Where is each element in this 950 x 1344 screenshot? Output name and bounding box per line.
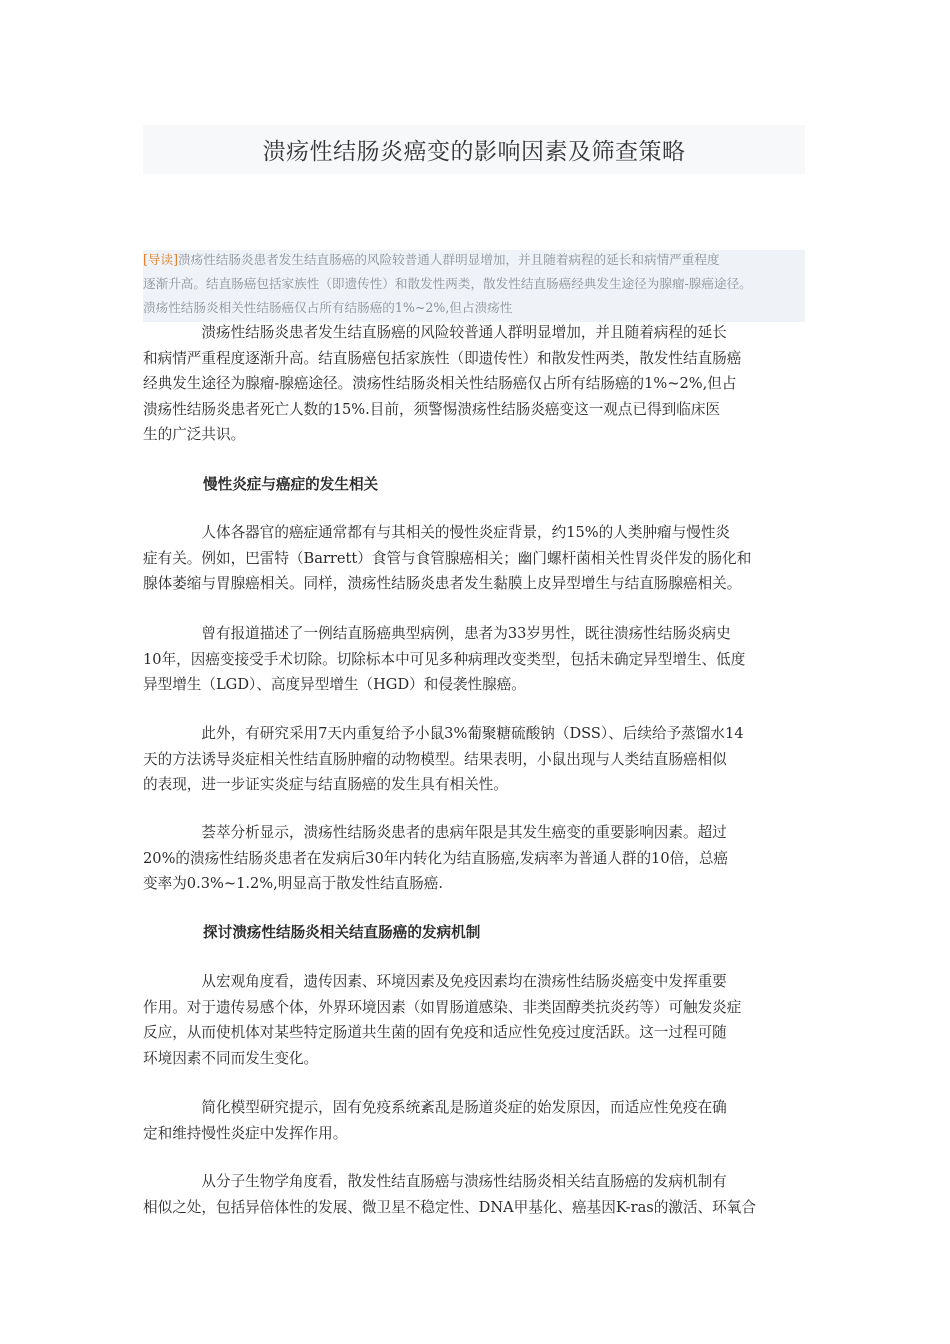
paragraph: 人体各器官的癌症通常都有与其相关的慢性炎症背景，约15%的人类肿瘤与慢性炎 症有关。例如，巴雷特（Barrett）食管与食管腺癌相关；幽门螺杆菌相关性胃炎伴发的肠化和 腺体萎缩与胃腺癌相关。同样，溃疡性结肠炎患者发生黏膜上皮异型增生与结直肠腺癌相关。	[143, 524, 752, 592]
title-box	[143, 125, 805, 174]
paragraph: 从分子生物学角度看，散发性结直肠癌与溃疡性结肠炎相关结直肠癌的发病机制有 相似之处，包括异倍体性的发展、微卫星不稳定性、DNA甲基化、癌基因K-ras的激活、环氧合	[143, 1173, 756, 1216]
paragraph: 此外，有研究采用7天内重复给予小鼠3%葡聚糖硫酸钠（DSS）、后续给予蒸馏水14 天的方法诱导炎症相关性结直肠肿瘤的动物模型。结果表明，小鼠出现与人类结直肠癌相似 的表现，进一步证实炎症与结直肠癌的发生具有相关性。	[143, 725, 744, 793]
lead-line: 溃疡性结肠炎相关性结肠癌仅占所有结肠癌的1%~2%,但占溃疡性	[143, 300, 513, 315]
lead-line: 逐渐升高。结直肠癌包括家族性（即遗传性）和散发性两类，散发性结直肠癌经典发生途径为腺瘤-腺癌途径。	[143, 276, 752, 291]
page-title: 溃疡性结肠炎癌变的影响因素及筛查策略	[262, 139, 686, 165]
paragraph: 曾有报道描述了一例结直肠癌典型病例，患者为33岁男性，既往溃疡性结肠炎病史 10年，因癌变接受手术切除。切除标本中可见多种病理改变类型，包括未确定异型增生、低度 异型增生（LGD）、高度异型增生（HGD）和侵袭性腺癌。	[143, 625, 746, 693]
paragraph: 荟萃分析显示，溃疡性结肠炎患者的患病年限是其发生癌变的重要影响因素。超过 20%的溃疡性结肠炎患者在发病后30年内转化为结直肠癌,发病率为普通人群的10倍，总癌 变率为0.3%~1.2%,明显高于散发性结直肠癌.	[143, 824, 729, 892]
paragraph: 从宏观角度看，遗传因素、环境因素及免疫因素均在溃疡性结肠炎癌变中发挥重要 作用。对于遗传易感个体，外界环境因素（如胃肠道感染、非类固醇类抗炎药等）可触发炎症 反应，从而使机体对某些特定肠道共生菌的固有免疫和适应性免疫过度活跃。这一过程可随 环境因素不同而发生变化。	[143, 973, 742, 1067]
paragraph-intro: 溃疡性结肠炎患者发生结直肠癌的风险较普通人群明显增加，并且随着病程的延长 和病情严重程度逐渐升高。结直肠癌包括家族性（即遗传性）和散发性两类，散发性结直肠癌 经典发生途径为腺瘤-腺癌途径。溃疡性结肠炎相关性结肠癌仅占所有结肠癌的1%~2%,但占 溃疡性结肠炎患者死亡人数的15%.目前，须警惕溃疡性结肠炎癌变这一观点已得到临床医 生的广泛共识。	[143, 324, 742, 443]
lead-tag: [导读]	[143, 252, 179, 267]
section-heading: 慢性炎症与癌症的发生相关	[203, 476, 379, 493]
lead-summary	[143, 250, 805, 322]
lead-line: [导读]溃疡性结肠炎患者发生结直肠癌的风险较普通人群明显增加，并且随着病程的延长和病情严重程度	[143, 252, 720, 267]
paragraph: 简化模型研究提示，固有免疫系统紊乱是肠道炎症的始发原因，而适应性免疫在确 定和维持慢性炎症中发挥作用。	[143, 1099, 727, 1142]
section-heading: 探讨溃疡性结肠炎相关结直肠癌的发病机制	[203, 924, 481, 941]
